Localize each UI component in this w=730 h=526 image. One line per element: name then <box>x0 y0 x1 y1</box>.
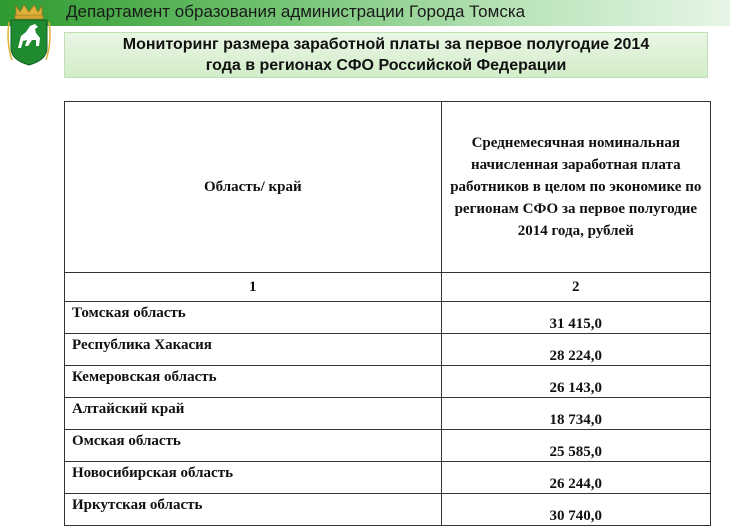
header-bar <box>0 0 730 26</box>
salary-cell: 31 415,0 <box>441 302 710 334</box>
salary-table <box>64 101 711 526</box>
salary-cell: 30 740,0 <box>441 494 710 526</box>
table-number-row <box>65 273 711 302</box>
column-header-region: Область/ край <box>65 102 442 273</box>
region-cell: Республика Хакасия <box>65 334 442 366</box>
region-cell: Томская область <box>65 302 442 334</box>
column-header-salary: Среднемесячная номинальная начисленная заработная плата работников в целом по экономике по регионам СФО за первое полугодие 2014 года, рублей <box>441 102 710 273</box>
table-row <box>65 494 711 526</box>
region-cell: Омская область <box>65 430 442 462</box>
salary-cell: 25 585,0 <box>441 430 710 462</box>
header-title: Департамент образования администрации Города Томска <box>66 2 526 21</box>
region-cell: Новосибирская область <box>65 462 442 494</box>
table-row <box>65 430 711 462</box>
table-row <box>65 398 711 430</box>
subtitle-box <box>64 32 708 78</box>
salary-cell: 28 224,0 <box>441 334 710 366</box>
salary-cell: 18 734,0 <box>441 398 710 430</box>
column-number-2: 2 <box>441 273 710 302</box>
region-cell: Алтайский край <box>65 398 442 430</box>
table-header-row <box>65 102 711 273</box>
salary-cell: 26 143,0 <box>441 366 710 398</box>
table-row <box>65 334 711 366</box>
page-subtitle: Мониторинг размера заработной платы за первое полугодие 2014 года в регионах СФО Российской Федерации <box>122 36 650 74</box>
tomsk-coat-of-arms-icon <box>6 2 52 68</box>
region-cell: Кемеровская область <box>65 366 442 398</box>
salary-cell: 26 244,0 <box>441 462 710 494</box>
table-row <box>65 302 711 334</box>
table-row <box>65 462 711 494</box>
region-cell: Иркутская область <box>65 494 442 526</box>
table-row <box>65 366 711 398</box>
column-number-1: 1 <box>65 273 442 302</box>
